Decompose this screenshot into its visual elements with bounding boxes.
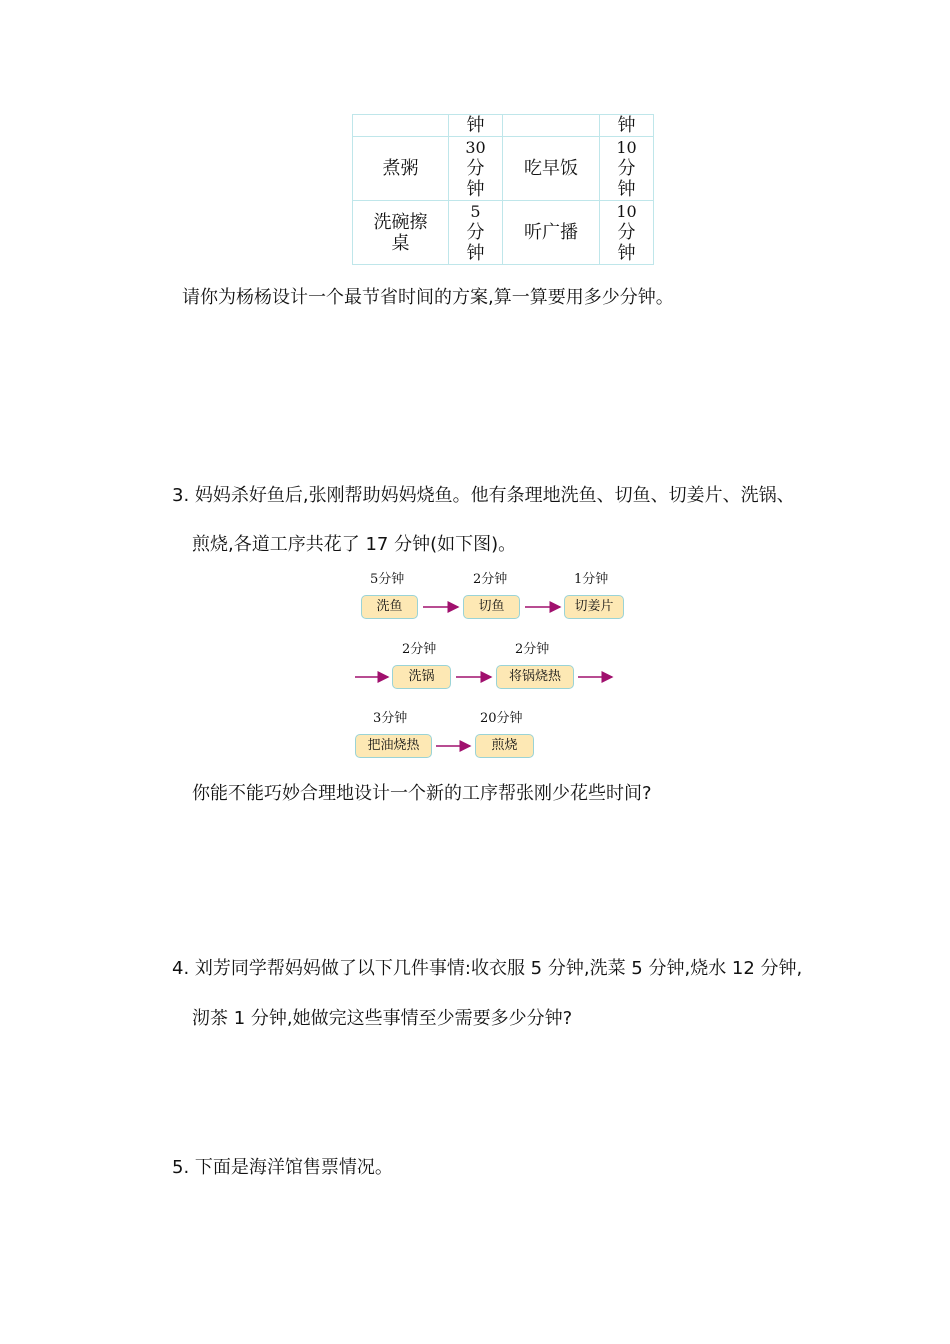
time-table	[352, 114, 654, 265]
step-slice-ginger: 切姜片	[564, 595, 624, 619]
time-cell	[600, 137, 654, 201]
time-unit: 分	[617, 222, 636, 243]
table-cell	[503, 115, 600, 137]
time-number: 5	[470, 202, 481, 221]
task-eat-breakfast: 吃早饭	[503, 137, 600, 201]
question-2-prompt: 请你为杨杨设计一个最节省时间的方案,算一算要用多少分钟。	[182, 287, 674, 308]
task-wash-dishes: 洗碗擦桌	[353, 201, 449, 265]
task-cook-porridge: 煮粥	[353, 137, 449, 201]
step-time-label: 2分钟	[473, 572, 508, 587]
time-cell	[449, 137, 503, 201]
step-time-label: 3分钟	[373, 711, 408, 726]
time-unit: 钟	[617, 243, 636, 264]
time-unit: 分	[617, 158, 636, 179]
step-time-label: 5分钟	[370, 572, 405, 587]
time-number: 10	[616, 202, 637, 221]
time-unit: 分	[466, 222, 485, 243]
question-3-prompt: 你能不能巧妙合理地设计一个新的工序帮张刚少花些时间?	[192, 783, 652, 804]
question-4-line-2: 沏茶 1 分钟,她做完这些事情至少需要多少分钟?	[192, 1008, 573, 1029]
time-cell	[600, 201, 654, 265]
step-time-label: 2分钟	[515, 642, 550, 657]
time-unit: 分	[466, 158, 485, 179]
question-5-line-1: 5. 下面是海洋馆售票情况。	[172, 1157, 393, 1178]
step-time-label: 1分钟	[574, 572, 609, 587]
time-number: 30	[465, 138, 486, 157]
time-unit: 钟	[466, 179, 485, 200]
question-3-line-2: 煎烧,各道工序共花了 17 分钟(如下图)。	[192, 534, 517, 555]
table-cell	[353, 115, 449, 137]
time-number: 10	[616, 138, 637, 157]
step-heat-pot: 将锅烧热	[496, 665, 574, 689]
step-cut-fish: 切鱼	[463, 595, 520, 619]
step-wash-fish: 洗鱼	[361, 595, 418, 619]
time-cell	[449, 201, 503, 265]
step-time-label: 20分钟	[480, 711, 523, 726]
question-3-line-1: 3. 妈妈杀好鱼后,张刚帮助妈妈烧鱼。他有条理地洗鱼、切鱼、切姜片、洗锅、	[172, 485, 795, 506]
table-cell: 钟	[449, 115, 503, 137]
task-listen-radio: 听广播	[503, 201, 600, 265]
table-cell: 钟	[600, 115, 654, 137]
step-heat-oil: 把油烧热	[355, 734, 432, 758]
step-wash-pot: 洗锅	[392, 665, 451, 689]
time-unit: 钟	[466, 243, 485, 264]
step-fry: 煎烧	[475, 734, 534, 758]
time-unit: 钟	[617, 179, 636, 200]
question-4-line-1: 4. 刘芳同学帮妈妈做了以下几件事情:收衣服 5 分钟,洗菜 5 分钟,烧水 12 分钟,	[172, 958, 803, 979]
step-time-label: 2分钟	[402, 642, 437, 657]
